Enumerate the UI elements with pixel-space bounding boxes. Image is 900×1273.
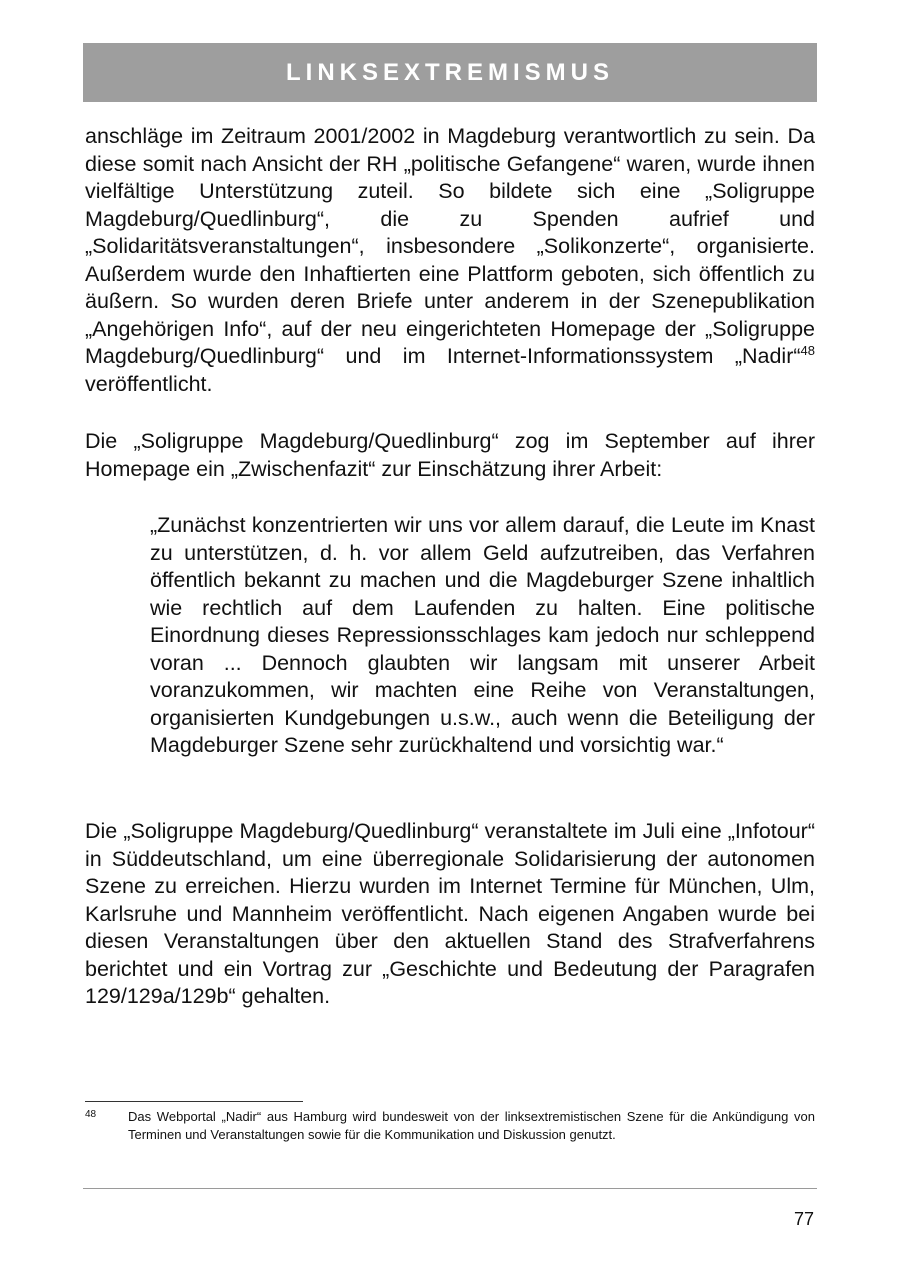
body-paragraph-3: Die „Soligruppe Magdeburg/Quedlinburg“ veranstaltete im Juli eine „Infotour“ in Süddeutschland, um eine überregionale Solidarisierung der autonomen Szene zu erreichen. Hierzu wurden im Internet Termine für München, Ulm, Karlsruhe und Mannheim veröffentlicht. Nach eigenen Angaben wurde bei diesen Veranstaltungen über den aktuellen Stand des Strafverfahrens berichtet und ein Vortrag zur „Geschichte und Bedeutung der Paragrafen 129/129a/129b“ gehalten. bbox=[85, 819, 815, 1008]
paragraph-1-end: veröffentlicht. bbox=[85, 371, 213, 396]
section-header bbox=[83, 43, 817, 102]
paragraph-1-text: anschläge im Zeitraum 2001/2002 in Magdeburg verantwortlich zu sein. Da diese somit nach Ansicht der RH „politische Gefangene“ waren, wurde ihnen vielfältige Unterstützung zuteil. So bildete sich eine „Soligruppe Magdeburg/Quedlinburg“, die zu Spenden aufrief und „Solidaritätsveranstaltungen“, insbesondere „Solikonzerte“, organisierte. Außerdem wurde den Inhaftierten eine Plattform geboten, sich öffentlich zu äußern. So wurden deren Briefe unter anderem in der Szenepublikation „Angehörigen Info“, auf der neu eingerichteten Homepage der „Soligruppe Magdeburg/Quedlinburg“ und im Internet-Informationssystem „Nadir“ bbox=[85, 124, 815, 368]
page-footer-divider bbox=[83, 1188, 817, 1189]
footnote-divider bbox=[85, 1101, 303, 1102]
body-paragraph-1 bbox=[85, 123, 815, 398]
block-quote: „Zunächst konzentrierten wir uns vor allem darauf, die Leute im Knast zu unterstützen, d. h. vor allem Geld aufzutreiben, das Verfahren öffentlich bekannt zu machen und die Magdeburger Szene inhaltlich wie rechtlich auf dem Laufenden zu halten. Eine politische Einordnung dieses Repressionsschlages kam jedoch nur schleppend voran ... Dennoch glaubten wir langsam mit unserer Arbeit voranzukommen, wir machten eine Reihe von Veranstaltungen, organisierten Kundgebungen u.s.w., auch wenn die Beteiligung der Magdeburger Szene sehr zurückhaltend und vorsichtig war.“ bbox=[150, 513, 815, 757]
section-title: LINKSEXTREMISMUS bbox=[285, 58, 614, 86]
footnote-text: Das Webportal „Nadir“ aus Hamburg wird bundesweit von der linksextremistischen Szene für die Ankündigung von Terminen und Veranstaltungen sowie für die Kommunikation und Diskussion genutzt. bbox=[128, 1109, 815, 1142]
footnote-reference[interactable]: 48 bbox=[800, 343, 815, 358]
footnote bbox=[85, 1108, 815, 1144]
footnote-number: 48 bbox=[85, 1109, 97, 1120]
body-paragraph-2: Die „Soligruppe Magdeburg/Quedlinburg“ zog im September auf ihrer Homepage ein „Zwischenfazit“ zur Einschätzung ihrer Arbeit: bbox=[85, 429, 815, 481]
page-number: 77 bbox=[793, 1209, 814, 1229]
